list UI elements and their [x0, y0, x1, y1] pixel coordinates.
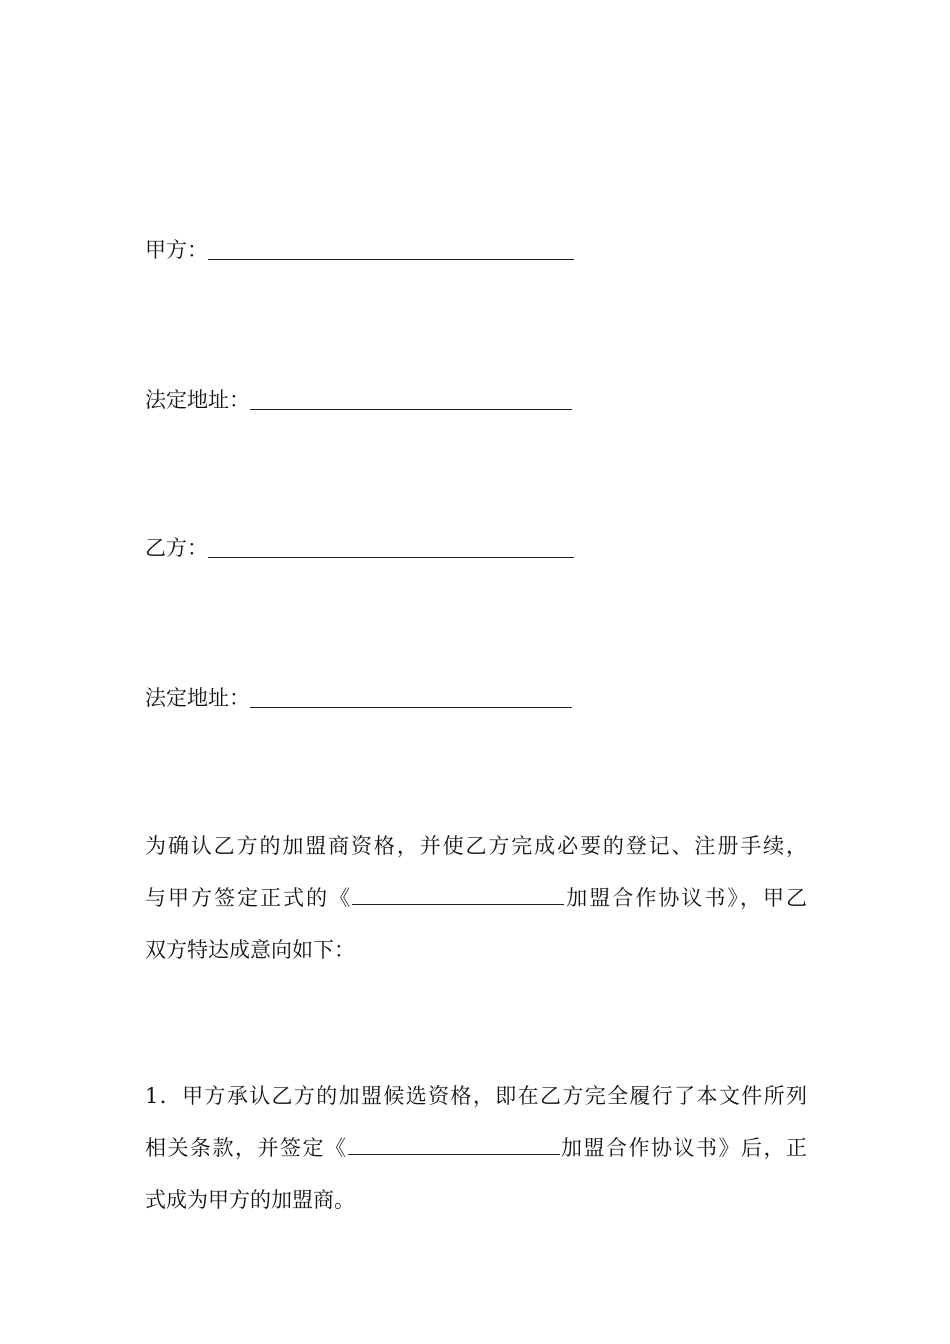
party-b-address-label: 法定地址：	[145, 686, 250, 710]
clause-1-line-2-pre: 相关条款，并签定《	[145, 1136, 348, 1160]
party-b-address-blank[interactable]	[250, 706, 572, 708]
intro-line-2-post: 加盟合作协议书》，甲乙	[564, 886, 808, 910]
clause-1-line-2-post: 加盟合作协议书》后，正	[559, 1136, 807, 1160]
intro-line-1: 为确认乙方的加盟商资格，并使乙方完成必要的登记、注册手续，	[145, 834, 807, 858]
party-b-address-field	[145, 686, 572, 710]
intro-line-3: 双方特达成意向如下：	[145, 938, 355, 962]
party-a-field	[145, 238, 574, 262]
intro-line-2	[145, 872, 807, 924]
party-a-address-label: 法定地址：	[145, 388, 250, 412]
party-a-label: 甲方：	[145, 238, 208, 262]
intro-paragraph	[145, 820, 807, 976]
intro-line-2-pre: 与甲方签定正式的《	[145, 886, 353, 910]
clause-1-line-2	[145, 1122, 807, 1174]
party-b-label: 乙方：	[145, 536, 208, 560]
party-a-address-blank[interactable]	[250, 408, 572, 410]
agreement-name-blank[interactable]	[352, 886, 564, 905]
party-a-address-field	[145, 388, 572, 412]
party-b-blank[interactable]	[208, 556, 574, 558]
clause-1-line-3: 式成为甲方的加盟商。	[145, 1188, 355, 1212]
party-a-blank[interactable]	[208, 258, 574, 260]
clause-1-paragraph	[145, 1070, 807, 1226]
clause-agreement-name-blank[interactable]	[348, 1136, 560, 1155]
party-b-field	[145, 536, 574, 560]
clause-1-line-1: 1．甲方承认乙方的加盟候选资格，即在乙方完全履行了本文件所列	[145, 1084, 807, 1108]
